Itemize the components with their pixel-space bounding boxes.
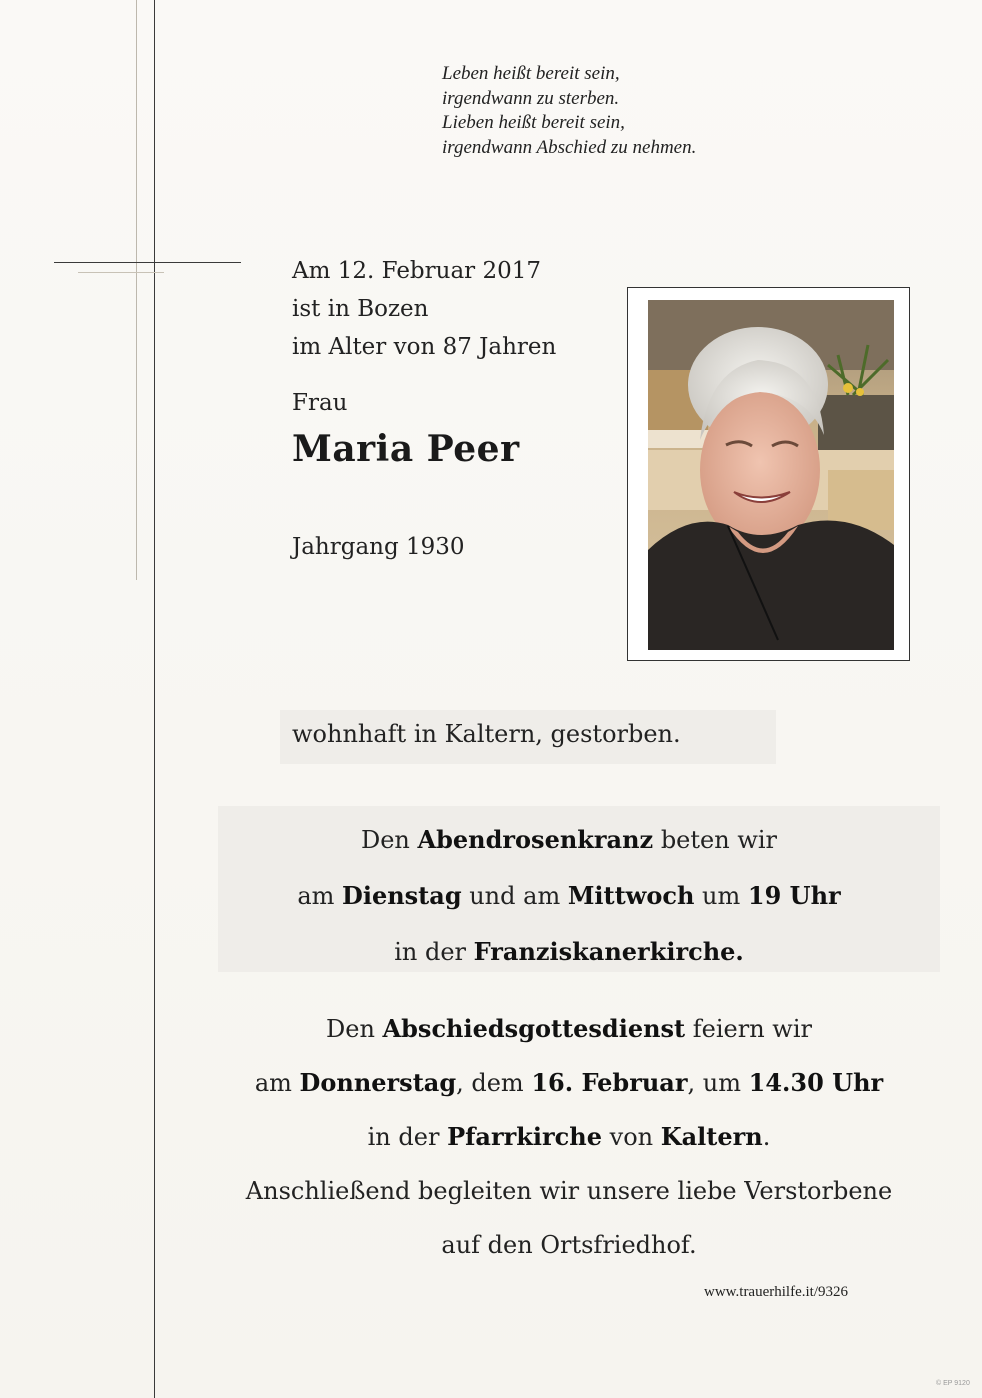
funeral-line-2: am Donnerstag, dem 16. Februar, um 14.30 Uhr bbox=[254, 1068, 884, 1097]
memorial-poem bbox=[442, 62, 696, 160]
portrait-photo bbox=[648, 300, 894, 650]
residence-line: wohnhaft in Kaltern, gestorben. bbox=[292, 720, 681, 748]
funeral-line-3: in der Pfarrkirche von Kaltern. bbox=[367, 1122, 771, 1151]
death-announcement bbox=[292, 252, 556, 366]
cross-vertical-light-line bbox=[136, 0, 137, 580]
portrait-frame bbox=[627, 287, 910, 661]
funeral-line-4: Anschließend begleiten wir unsere liebe Verstorbene bbox=[245, 1177, 893, 1205]
rosary-line-1: Den Abendrosenkranz beten wir bbox=[360, 825, 778, 854]
cross-horizontal-line bbox=[54, 262, 241, 263]
rosary-line-2: am Dienstag und am Mittwoch um 19 Uhr bbox=[297, 881, 841, 910]
funeral-line-1: Den Abschiedsgottesdienst feiern wir bbox=[326, 1014, 812, 1043]
death-date-line: Am 12. Februar 2017 bbox=[292, 258, 542, 284]
death-place-line: ist in Bozen bbox=[292, 296, 429, 322]
funeral-line-5: auf den Ortsfriedhof. bbox=[441, 1231, 697, 1259]
website-link[interactable]: www.trauerhilfe.it/9326 bbox=[704, 1284, 848, 1300]
funeral-announcement bbox=[156, 1002, 982, 1272]
deceased-name: Maria Peer bbox=[292, 428, 520, 470]
birth-year: Jahrgang 1930 bbox=[292, 534, 465, 560]
age-line: im Alter von 87 Jahren bbox=[292, 334, 557, 360]
rosary-announcement bbox=[156, 812, 982, 980]
salutation: Frau bbox=[292, 390, 348, 416]
poem-line: irgendwann zu sterben. bbox=[442, 87, 620, 109]
print-code: © EP 9120 bbox=[936, 1380, 970, 1387]
rosary-line-3: in der Franziskanerkirche. bbox=[394, 937, 744, 966]
cross-vertical-line bbox=[154, 0, 155, 1398]
poem-line: Lieben heißt bereit sein, bbox=[442, 112, 625, 133]
poem-line: Leben heißt bereit sein, bbox=[442, 63, 620, 84]
poem-line: irgendwann Abschied zu nehmen. bbox=[442, 136, 697, 158]
cross-horizontal-light-line bbox=[78, 272, 164, 273]
